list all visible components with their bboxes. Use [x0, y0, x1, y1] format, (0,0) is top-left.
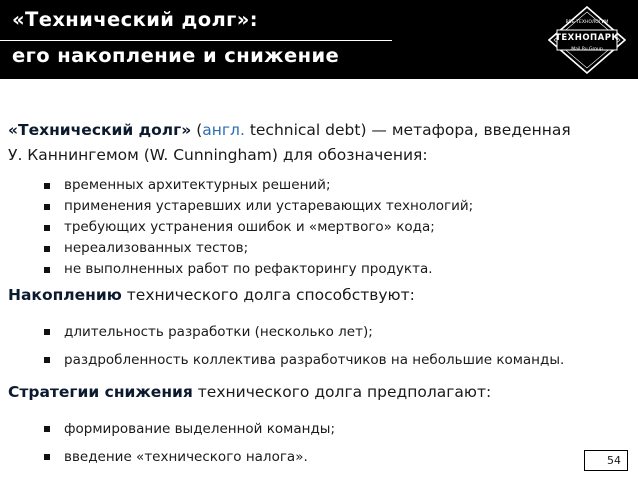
list-item: не выполненных работ по рефакторингу продукта. [8, 259, 630, 280]
reduction-list [8, 415, 630, 471]
definition-list [8, 175, 630, 280]
accumulation-rest: технического долга способствуют: [121, 286, 415, 304]
technopark-logo [548, 6, 626, 74]
list-item: применения устаревших или устаревающих технологий; [8, 196, 630, 217]
reduction-heading [8, 380, 630, 405]
reduction-rest: технического долга предполагают: [192, 383, 492, 401]
list-item: раздробленность коллектива разработчиков на небольшие команды. [8, 346, 630, 374]
list-item: нереализованных тестов; [8, 238, 630, 259]
list-item: введение «технического налога». [8, 443, 630, 471]
accumulation-heading [8, 283, 630, 308]
definition-term: «Технический долг» [8, 121, 192, 139]
page-number: 54 [584, 450, 628, 471]
list-item: требующих устранения ошибок и «мертвого» кода; [8, 217, 630, 238]
slide-title-line-1: «Технический долг»: [12, 8, 258, 31]
definition-line-2: У. Каннингемом (W. Cunningham) для обозначения: [8, 146, 428, 164]
accumulation-list [8, 318, 630, 374]
accumulation-lead: Накоплению [8, 286, 122, 304]
slide-body [8, 118, 630, 471]
definition-rest: technical debt) — метафора, введенная [244, 121, 571, 139]
logo-bottom-text: Mail.Ru Group [571, 47, 603, 52]
reduction-lead: Стратегии снижения [8, 383, 193, 401]
logo-top-text: ВЕБ-ТЕХНОЛОГИИ [565, 20, 609, 25]
list-item: формирование выделенной команды; [8, 415, 630, 443]
definition-open-paren: ( [191, 121, 203, 139]
list-item: временных архитектурных решений; [8, 175, 630, 196]
logo-brand-text: ТЕХНОПАРК [555, 33, 619, 43]
slide-header [0, 0, 638, 79]
slide-title-line-2: его накопление и снижение [12, 44, 340, 67]
language-abbreviation: англ. [202, 121, 245, 139]
definition-line-1 [8, 118, 630, 143]
title-divider [0, 40, 392, 41]
list-item: длительность разработки (несколько лет); [8, 318, 630, 346]
